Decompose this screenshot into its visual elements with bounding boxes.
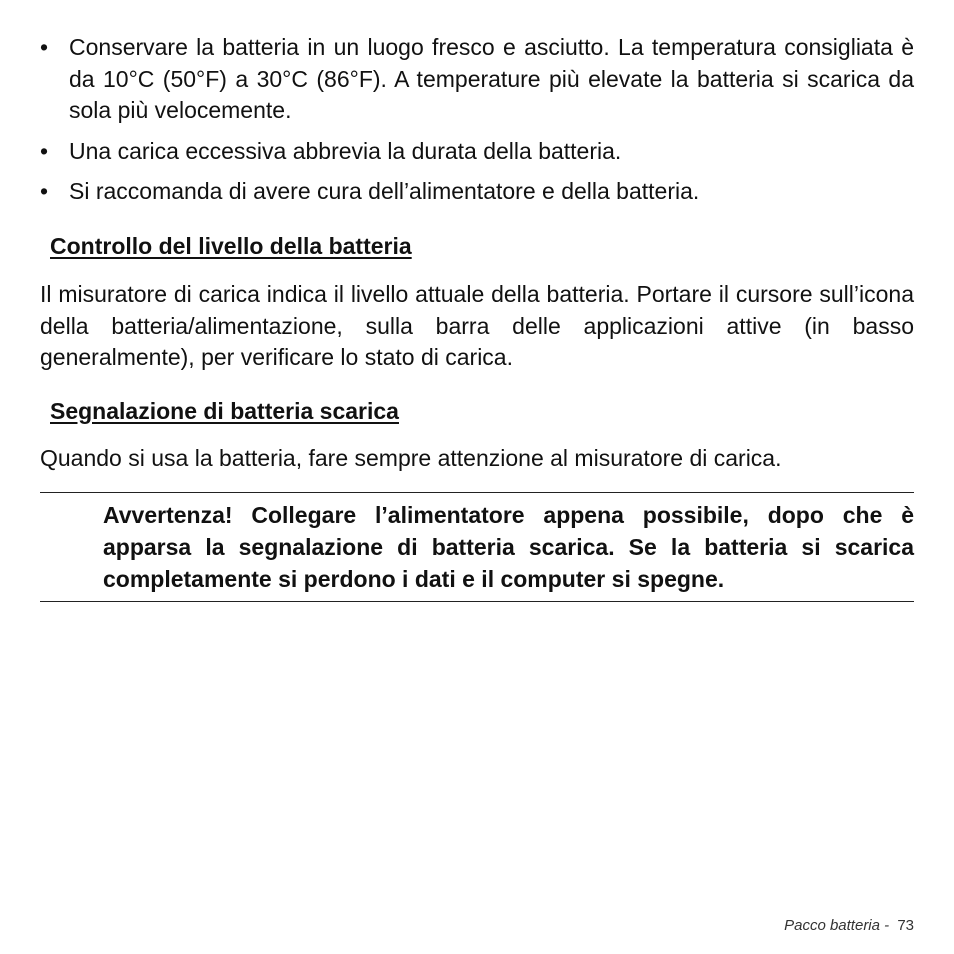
section-body-battery-level: Il misuratore di carica indica il livello attuale della batteria. Portare il cursore sull’icona della batteria/alimentazione, sulla barra delle applicazioni attive (in basso generalmente), per verificare lo stato di carica.	[40, 281, 914, 370]
bullet-text: Una carica eccessiva abbrevia la durata della batteria.	[69, 137, 622, 164]
list-item	[40, 136, 914, 168]
bullet-icon: •	[40, 34, 49, 60]
page-footer	[784, 917, 914, 934]
section-heading-low-battery: Segnalazione di batteria scarica	[50, 397, 399, 424]
bullet-text: Si raccomanda di avere cura dell’alimentatore e della batteria.	[69, 178, 700, 204]
section-body-low-battery: Quando si usa la batteria, fare sempre attenzione al misuratore di carica.	[40, 445, 782, 471]
warning-text: Avvertenza! Collegare l’alimentatore appena possibile, dopo che è apparsa la segnalazione di batteria scarica. Se la batteria si scarica completamente si perdono i dati e il computer si spegne.	[103, 501, 914, 592]
warning-box	[40, 492, 914, 602]
bullet-icon: •	[40, 137, 49, 164]
bullet-list	[40, 32, 914, 208]
bullet-icon: •	[40, 178, 49, 204]
footer-label: Pacco batteria -	[784, 917, 894, 934]
page-content	[40, 32, 914, 602]
list-item	[40, 32, 914, 127]
page-number: 73	[897, 917, 914, 934]
section-heading-battery-level: Controllo del livello della batteria	[50, 232, 412, 259]
bullet-text: Conservare la batteria in un luogo fresco e asciutto. La temperatura consigliata è da 10°C (50°F) a 30°C (86°F). A temperature più elevate la batteria si scarica da sola più velocemente.	[69, 34, 914, 123]
list-item	[40, 176, 914, 208]
